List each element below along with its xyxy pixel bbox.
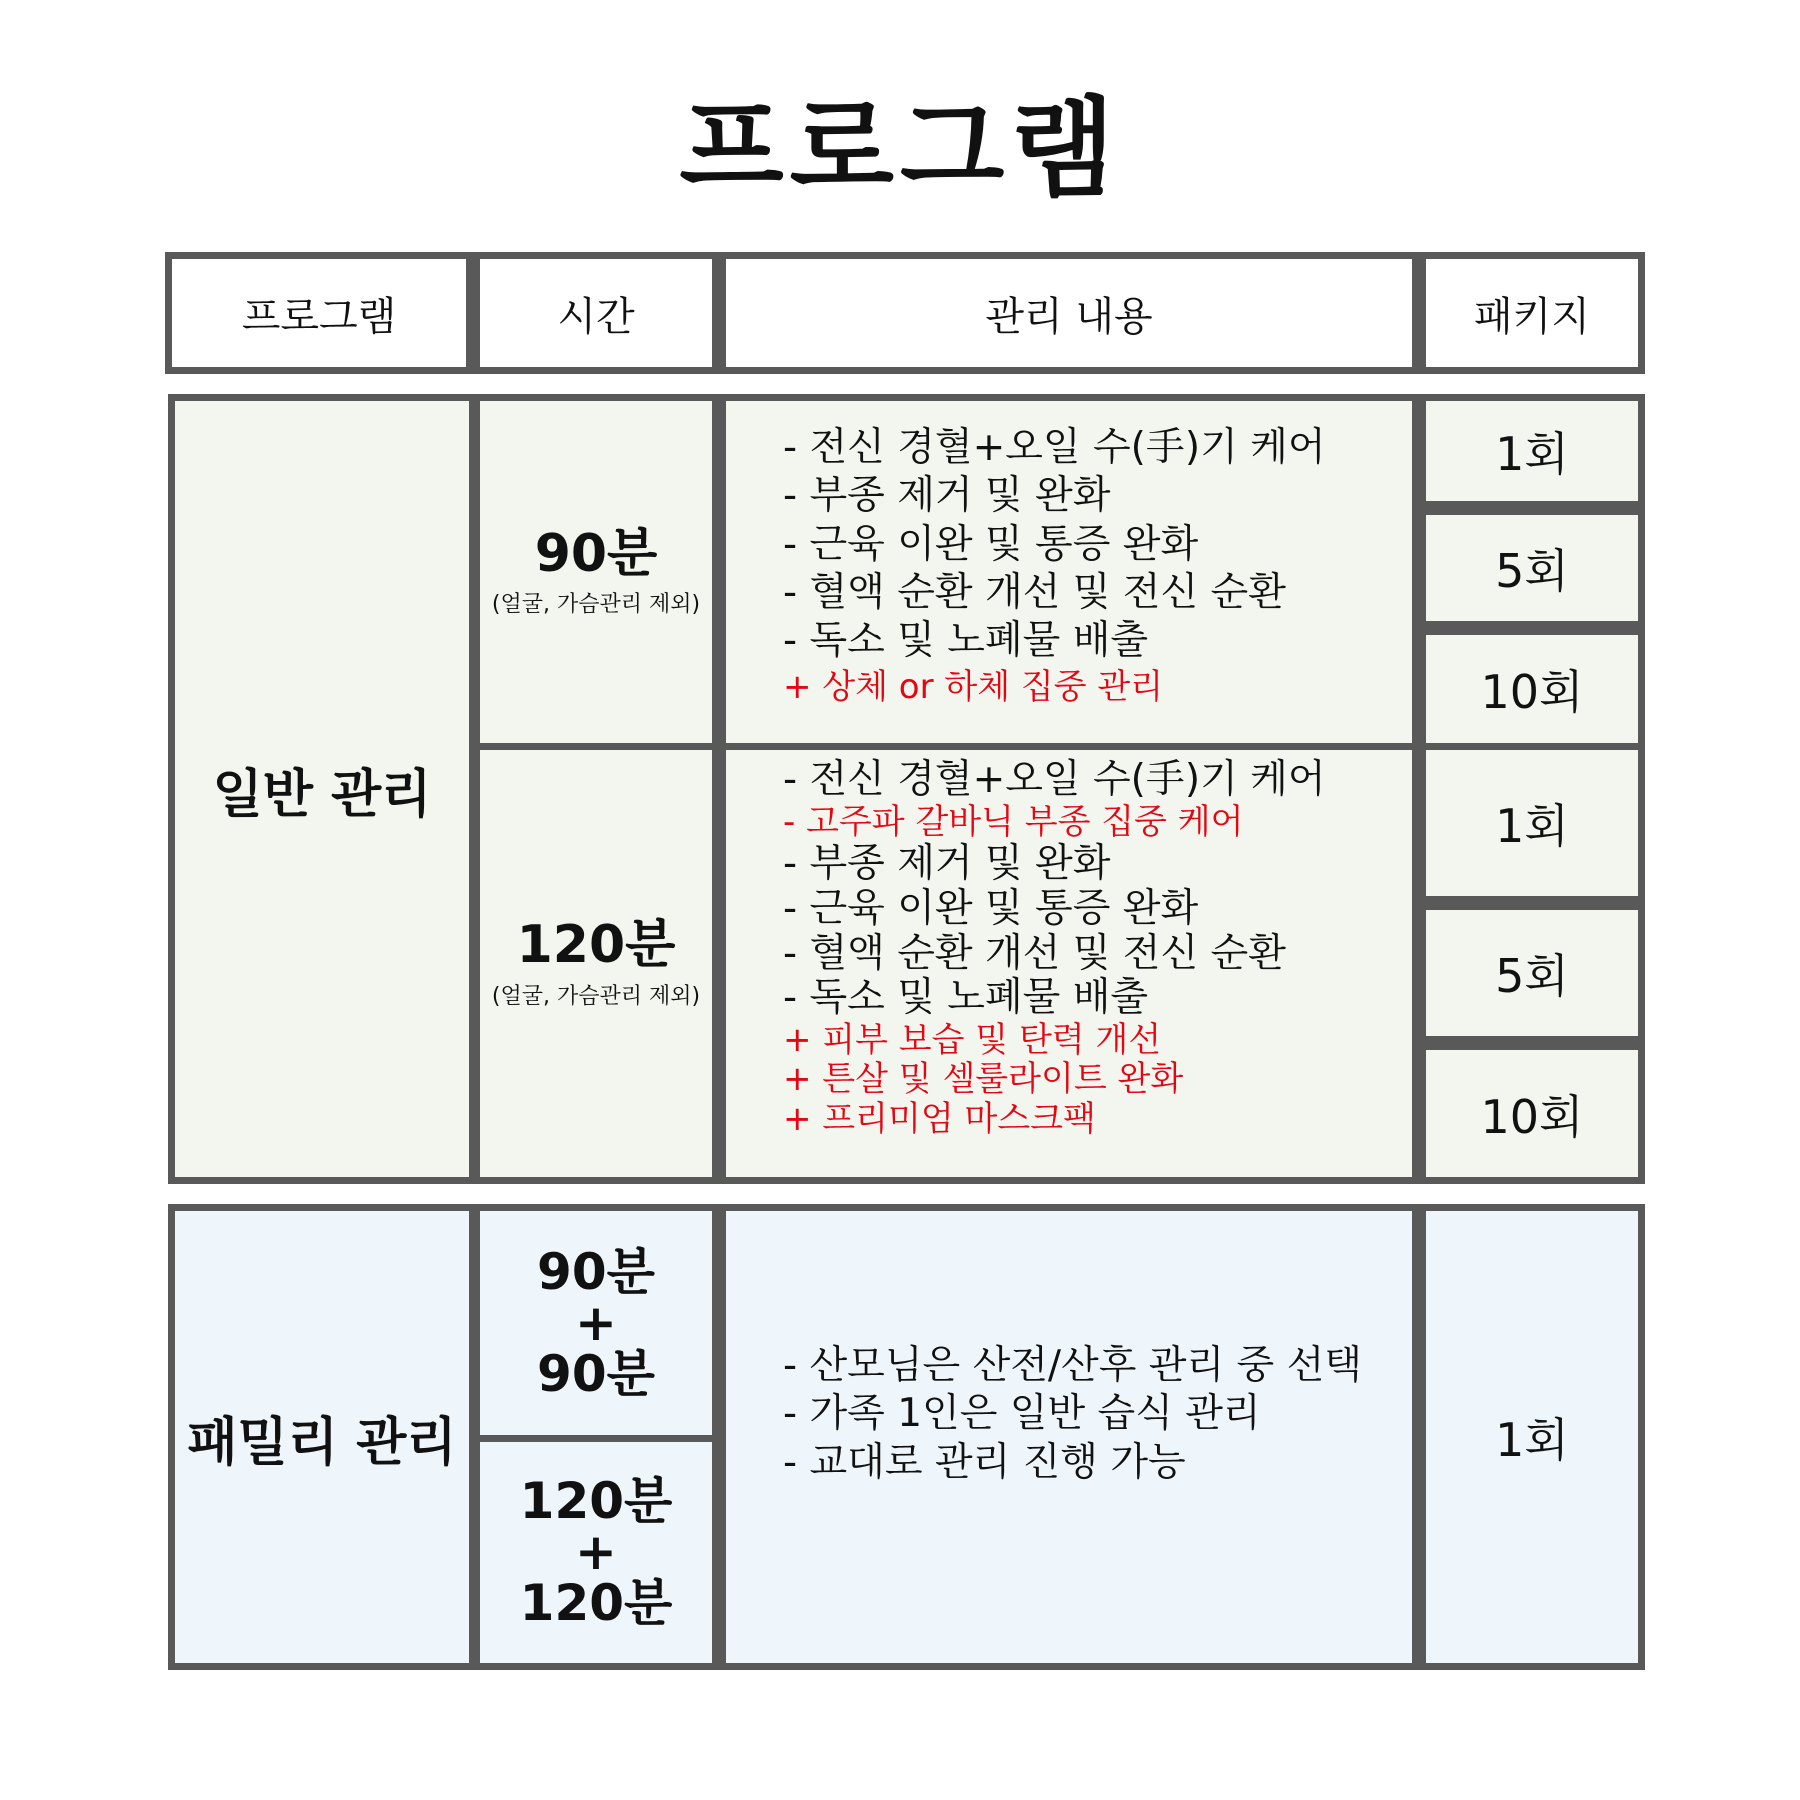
content-item: - 부종 제거 및 완화 — [783, 473, 1111, 519]
content-item: - 전신 경혈+오일 수(手)기 케어 — [783, 757, 1326, 802]
content-item: - 독소 및 노폐물 배출 — [783, 618, 1149, 664]
general-120-package-10 — [1419, 1043, 1645, 1184]
content-item: - 교대로 관리 진행 가능 — [783, 1439, 1186, 1485]
family-package-cell — [1419, 1204, 1645, 1670]
header-time-label: 시간 — [557, 293, 635, 340]
content-item-highlight: + 피부 보습 및 탄력 개선 — [783, 1020, 1162, 1061]
content-item: - 근육 이완 및 통증 완화 — [783, 885, 1199, 931]
header-package-label: 패키지 — [1474, 293, 1590, 340]
general-program-cell — [168, 394, 476, 1184]
package-label: 1회 — [1495, 427, 1569, 481]
general-90-package-10 — [1419, 628, 1645, 750]
general-120-note: (얼굴, 가슴관리 제외) — [491, 983, 701, 1009]
content-item: - 전신 경혈+오일 수(手)기 케어 — [783, 425, 1326, 470]
family-content-list — [783, 1342, 1362, 1487]
header-program-label: 프로그램 — [241, 293, 397, 340]
general-90-note: (얼굴, 가슴관리 제외) — [491, 592, 701, 618]
package-label: 5회 — [1495, 949, 1569, 1003]
general-120-time-cell — [473, 743, 719, 1184]
family-time-b: 90분 — [537, 1344, 655, 1403]
general-90-time: 90분 — [534, 523, 658, 584]
content-item: - 혈액 순환 개선 및 전신 순환 — [783, 570, 1286, 616]
content-item: - 부종 제거 및 완화 — [783, 840, 1111, 886]
family-time-plus: + — [575, 1523, 617, 1581]
content-item: - 독소 및 노폐물 배출 — [783, 975, 1149, 1021]
content-item: - 산모님은 산전/산후 관리 중 선택 — [783, 1343, 1362, 1388]
general-120-package-5 — [1419, 903, 1645, 1043]
page-title: 프로그램 — [679, 87, 1121, 212]
family-program-name: 패밀리 관리 — [187, 1412, 457, 1473]
package-label: 1회 — [1495, 1413, 1569, 1467]
content-item-highlight: - 고주파 갈바닉 부종 집중 케어 — [783, 801, 1244, 842]
general-90-content-list — [783, 424, 1326, 708]
general-program-name: 일반 관리 — [212, 764, 432, 825]
family-time-a: 90분 — [537, 1242, 655, 1301]
package-label: 1회 — [1495, 799, 1569, 853]
package-label: 5회 — [1495, 544, 1569, 598]
general-120-content-list — [783, 758, 1326, 1139]
content-item: - 혈액 순환 개선 및 전신 순환 — [783, 930, 1286, 976]
general-120-time: 120분 — [516, 915, 676, 976]
general-90-time-cell — [473, 394, 719, 750]
header-content — [719, 252, 1419, 374]
header-package — [1419, 252, 1645, 374]
content-item-highlight: + 상체 or 하체 집중 관리 — [783, 666, 1164, 707]
family-time-cell-2 — [473, 1435, 719, 1670]
package-label: 10회 — [1480, 665, 1584, 719]
content-item-highlight: + 튼살 및 셀룰라이트 완화 — [783, 1059, 1184, 1100]
header-content-label: 관리 내용 — [985, 293, 1153, 340]
family-time-a: 120분 — [519, 1472, 673, 1530]
general-90-package-5 — [1419, 508, 1645, 628]
general-120-package-1 — [1419, 743, 1645, 903]
content-item: - 가족 1인은 일반 습식 관리 — [783, 1391, 1261, 1437]
family-program-cell — [168, 1204, 476, 1670]
package-label: 10회 — [1480, 1089, 1584, 1144]
content-item-highlight: + 프리미엄 마스크팩 — [783, 1098, 1096, 1139]
family-time-plus: + — [575, 1293, 617, 1352]
content-item: - 근육 이완 및 통증 완화 — [783, 521, 1199, 567]
family-time-b: 120분 — [519, 1574, 673, 1632]
header-time — [473, 252, 719, 374]
family-time-cell-1 — [473, 1204, 719, 1442]
general-90-package-1 — [1419, 394, 1645, 508]
header-program — [165, 252, 473, 374]
